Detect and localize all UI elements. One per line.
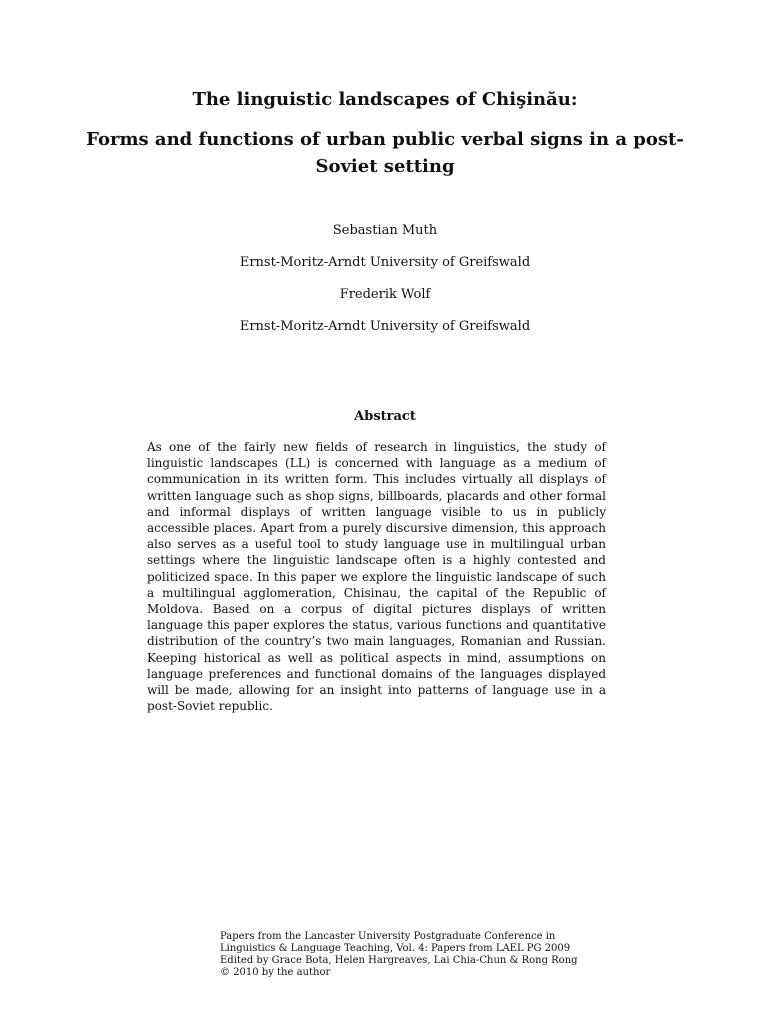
author-name: Sebastian Muth [332,223,438,238]
footer-line: Edited by Grace Bota, Helen Hargreaves, Lai Chia-Chun & Rong Rong [220,955,578,966]
footer-line: Linguistics & Language Teaching, Vol. 4: Papers from LAEL PG 2009 [220,943,571,954]
paper-title: The linguistic landscapes of Chişinău: [192,89,578,110]
author-affiliation: Ernst-Moritz-Arndt University of Greifswald [239,255,531,270]
abstract-heading: Abstract [354,409,416,424]
footer-line: Papers from the Lancaster University Postgraduate Conference in [220,931,556,942]
paper-subtitle: Forms and functions of urban public verbal signs in a post-Soviet setting [86,129,684,177]
author-list [60,222,710,350]
author-affiliation: Ernst-Moritz-Arndt University of Greifswald [239,319,531,334]
title-block [60,88,710,180]
publication-footer [220,931,580,979]
author-name: Frederik Wolf [339,287,431,302]
footer-line: © 2010 by the author [220,967,331,978]
abstract-text: As one of the fairly new fields of research in linguistics, the study of linguistic landscapes (LL) is concerned with language as a medium of communication in its written form. This includes virtually all displays of written language such as shop signs, billboards, placards and other formal and informal displays of written language visible to us in publicly accessible places. Apart from a purely discursive dimension, this approach also serves as a useful tool to study language use in multilingual urban settings where the linguistic landscape often is a highly contested and politicized space. In this paper we explore the linguistic landscape of such a multilingual agglomeration, Chisinau, the capital of the Republic of Moldova. Based on a corpus of digital pictures displays of written language this paper explores the status, various functions and quantitative distribution of the country’s two main languages, Romanian and Russian. Keeping historical as well as political aspects in mind, assumptions on language preferences and functional domains of the languages displayed will be made, allowing for an insight into patterns of language use in a post-Soviet republic. [147,440,606,714]
